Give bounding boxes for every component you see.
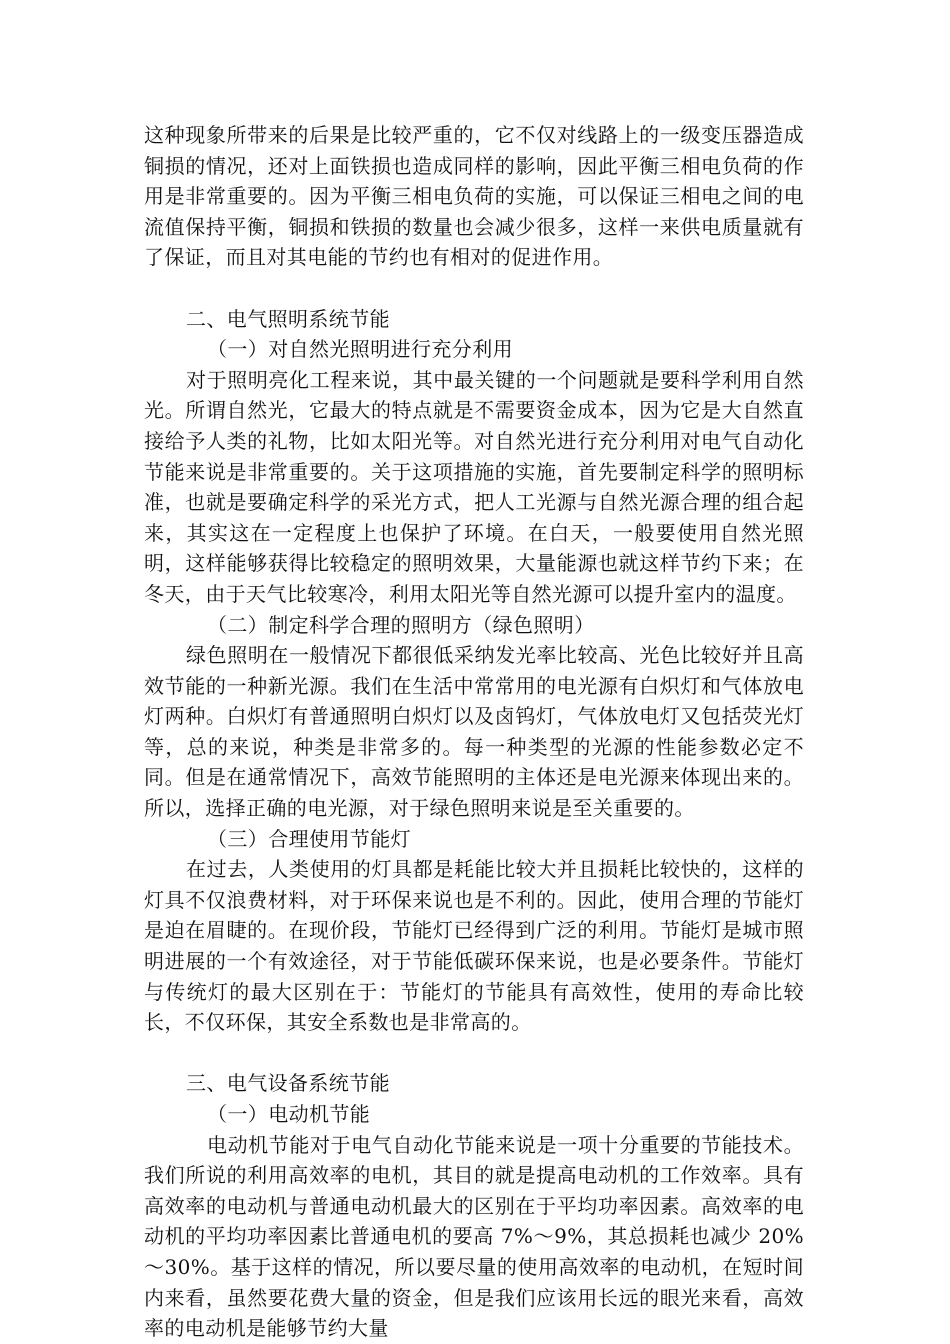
paragraph-green-lighting: 绿色照明在一般情况下都很低采纳发光率比较高、光色比较好并且高效节能的一种新光源。我们在生活中常常用的电光源有白炽灯和气体放电灯两种。白炽灯有普通照明白炽灯以及卤钨灯，气体放电灯又包括荧光灯等，总的来说，种类是非常多的。每一种类型的光源的性能参数必定不同。但是在通常情况下，高效节能照明的主体还是电光源来体现出来的。所以，选择正确的电光源，对于绿色照明来说是至关重要的。 (144, 643, 804, 821)
section-heading-lighting: 二、电气照明系统节能 (186, 306, 390, 331)
subsection-heading-natural-light: （一）对自然光照明进行充分利用 (207, 337, 513, 362)
subsection-heading-energy-saving-lamps: （三）合理使用节能灯 (207, 826, 411, 851)
subsection-heading-motor: （一）电动机节能 (207, 1102, 371, 1126)
paragraph-energy-saving-lamps: 在过去，人类使用的灯具都是耗能比较大并且损耗比较快的，这样的灯具不仅浪费材料，对于环保来说也是不利的。因此，使用合理的节能灯是迫在眉睫的。在现价段，节能灯已经得到广泛的利用。节能灯是城市照明进展的一个有效途径，对于节能低碳环保来说，也是必要条件。节能灯与传统灯的最大区别在于：节能灯的节能具有高效性，使用的寿命比较长，不仅环保，其安全系数也是非常高的。 (144, 857, 804, 1035)
document-body (144, 120, 804, 1344)
intro-paragraph: 这种现象所带来的后果是比较严重的，它不仅对线路上的一级变压器造成铜损的情况，还对上面铁损也造成同样的影响，因此平衡三相电负荷的作用是非常重要的。因为平衡三相电负荷的实施，可以保证三相电之间的电流值保持平衡，铜损和铁损的数量也会减少很多，这样一来供电质量就有了保证，而且对其电能的节约也有相对的促进作用。 (144, 123, 804, 270)
paragraph-gap (144, 1038, 804, 1069)
section-heading-equipment: 三、电气设备系统节能 (186, 1071, 390, 1096)
paragraph-natural-light: 对于照明亮化工程来说，其中最关键的一个问题就是要科学利用自然光。所谓自然光，它最大的特点就是不需要资金成本，因为它是大自然直接给予人类的礼物，比如太阳光等。对自然光进行充分利用对电气自动化节能来说是非常重要的。关于这项措施的实施，首先要制定科学的照明标准，也就是要确定科学的采光方式，把人工光源与自然光源合理的组合起来，其实这在一定程度上也保护了环境。在白天，一般要使用自然光照明，这样能够获得比较稳定的照明效果，大量能源也就这样节约下来；在冬天，由于天气比较寒冷，利用太阳光等自然光源可以提升室内的温度。 (144, 367, 804, 606)
subsection-heading-green-lighting: （二）制定科学合理的照明方（绿色照明） (207, 612, 595, 637)
paragraph-gap (144, 273, 804, 304)
paragraph-motor: 电动机节能对于电气自动化节能来说是一项十分重要的节能技术。我们所说的利用高效率的电机，其目的就是提高电动机的工作效率。具有高效率的电动机与普通电动机最大的区别在于平均功率因素。高效率的电动机的平均功率因素比普通电机的要高 7%～9%，其总损耗也减少 20%～30%。基于这样的情况，所以要尽量的使用高效率的电动机，在短时间内来看，虽然要花费大量的资金，但是我们应该用长远的眼光来看，高效率的电动机是能够节约大量 (144, 1132, 804, 1341)
